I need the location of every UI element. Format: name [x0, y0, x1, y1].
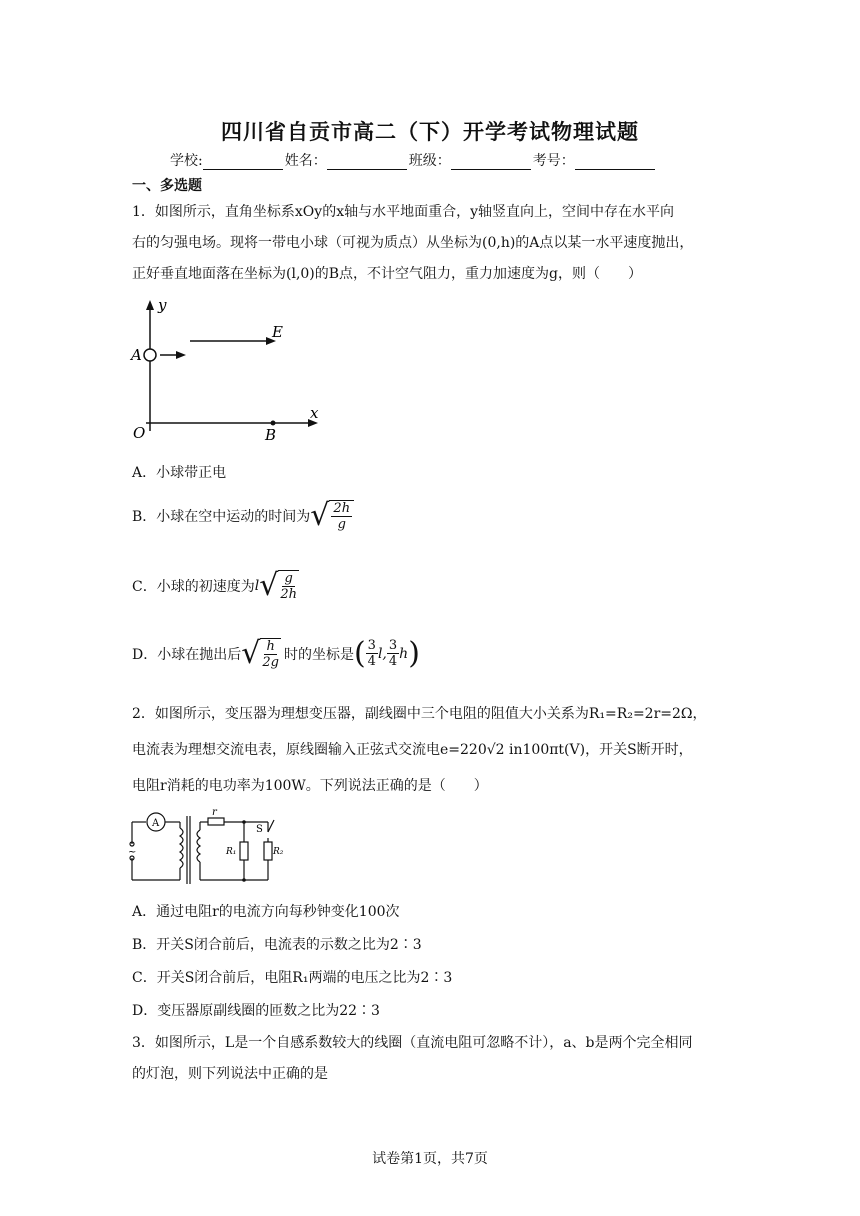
q1-line2: 右的匀强电场。现将一带电小球（可视为质点）从坐标为(0,h)的A点以某一水平速度抛出，: [132, 235, 694, 251]
x-axis-label: x: [310, 404, 319, 422]
q2-line1: 2．如图所示，变压器为理想变压器，副线圈中三个电阻的阻值大小关系为R₁=R₂=2r=2Ω，: [132, 706, 707, 722]
q2-line3: 电阻r消耗的电功率为100W。下列说法正确的是（ ）: [132, 778, 488, 794]
name-label: 姓名：: [284, 153, 327, 169]
ammeter-label: A: [152, 818, 160, 829]
page-title: 四川省自贡市高二（下）开学考试物理试题: [221, 119, 639, 144]
q1-option-b[interactable]: B．小球在空中运动的时间为 √ $\frac{2h}{g}$: [132, 500, 354, 532]
q1-line3: 正好垂直地面落在坐标为(l,0)的B点，不计空气阻力，重力加速度为g，则（ ）: [132, 266, 643, 282]
q1-optD-h: h: [399, 645, 409, 662]
question-1: [132, 197, 732, 290]
page-footer: 试卷第1页，共7页: [372, 1151, 488, 1167]
q3-line2: 的灯泡，则下列说法中正确的是: [132, 1066, 328, 1082]
q1-optB-den: g: [337, 517, 346, 532]
q1-optC-den: 2h: [280, 587, 297, 602]
q3-line1: 3．如图所示，L是一个自感系数较大的线圈（直流电阻可忽略不计），a、b是两个完全相同: [132, 1035, 693, 1051]
student-info: [170, 150, 657, 170]
q2-option-d[interactable]: D．变压器原副线圈的匝数之比为22∶3: [132, 1003, 380, 1019]
r-label: r: [212, 808, 217, 818]
name-field[interactable]: [327, 153, 407, 170]
y-axis-label: y: [158, 296, 167, 314]
question-2: [132, 696, 732, 804]
q2-option-a[interactable]: A．通过电阻r的电流方向每秒钟变化100次: [132, 904, 400, 920]
q1-optB-text: B．小球在空中运动的时间为: [132, 509, 311, 525]
school-label: 学校:: [170, 153, 203, 169]
section-heading: 一、多选题: [132, 178, 202, 194]
source-label: ~: [128, 847, 137, 858]
q1-optD-f1n: 3: [367, 638, 376, 653]
q2-option-b[interactable]: B．开关S闭合前后，电流表的示数之比为2∶3: [132, 937, 422, 953]
point-b-label: B: [265, 426, 277, 444]
q2-line2: 电流表为理想交流电表，原线圈输入正弦式交流电e=220√2 in100πt(V)，开关S断开时，: [132, 742, 693, 758]
field-label: E: [272, 323, 283, 341]
school-field[interactable]: [203, 153, 283, 170]
q1-optD-l: l,: [377, 645, 387, 662]
q1-optC-l: l: [254, 578, 260, 594]
q1-option-d[interactable]: D．小球在抛出后 √ $\frac{h}{2g}$ 时的坐标是 ( $\frac{3}{4}$ l, $\frac{3}{4}$ h ): [132, 635, 420, 671]
q1-optC-text: C．小球的初速度为: [132, 579, 255, 595]
q1-optD-f2d: 4: [388, 654, 398, 669]
number-field[interactable]: [575, 153, 655, 170]
q1-optD-f2n: 3: [388, 638, 398, 653]
q2-circuit-figure: [128, 808, 308, 888]
class-label: 班级：: [408, 153, 451, 169]
q1-optB-num: 2h: [333, 501, 351, 516]
q1-optD-f1d: 4: [367, 654, 376, 669]
class-field[interactable]: [451, 153, 531, 170]
number-label: 考号：: [532, 153, 575, 169]
origin-label: O: [133, 424, 146, 442]
q1-line1: 1．如图所示，直角坐标系xOy的x轴与水平地面重合，y轴竖直向上，空间中存在水平向: [132, 204, 674, 220]
q1-optD-mid: 时的坐标是: [283, 646, 354, 663]
q1-figure: [128, 296, 328, 446]
question-3: [132, 1028, 732, 1090]
q1-option-c[interactable]: C．小球的初速度为 l √ $\frac{g}{2h}$: [132, 568, 297, 603]
q1-optD-num: h: [266, 638, 275, 654]
q1-optD-den: 2g: [262, 654, 279, 670]
point-a-label: A: [131, 346, 142, 364]
q1-optD-text: D．小球在抛出后: [132, 646, 242, 663]
q2-option-c[interactable]: C．开关S闭合前后，电阻R₁两端的电压之比为2∶3: [132, 970, 453, 986]
switch-label: S: [256, 824, 263, 835]
q1-option-a[interactable]: A．小球带正电: [132, 465, 227, 481]
r1-label: R₁: [226, 847, 237, 857]
r2-label: R₂: [273, 847, 284, 857]
q1-optC-num: g: [284, 571, 293, 586]
